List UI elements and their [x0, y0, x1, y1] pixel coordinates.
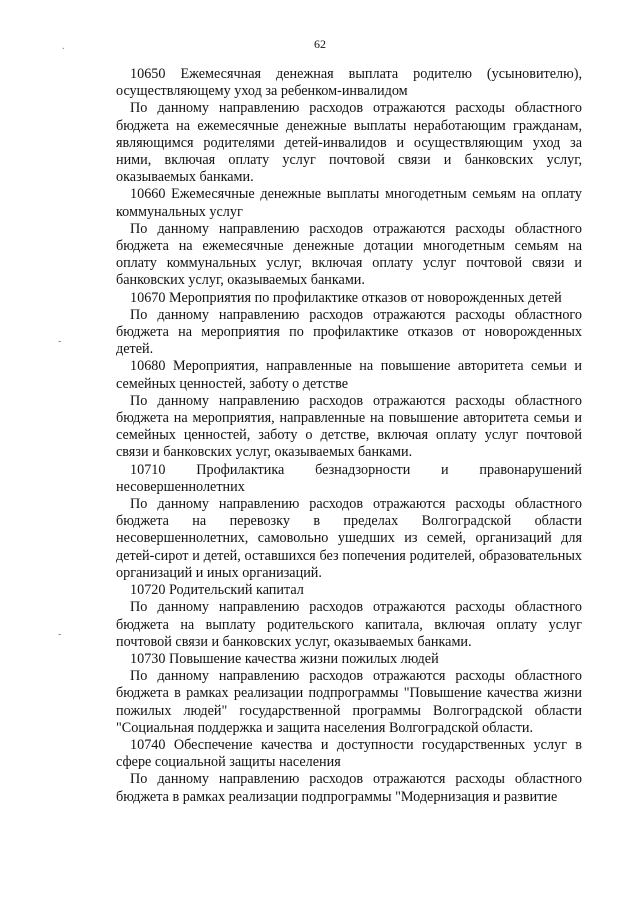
- section-text: По данному направлению расходов отражаются расходы областного бюджета на выплату родительского капитала, включая оплату услуг почтовой связи и банковских услуг, оказываемых банками.: [116, 599, 582, 650]
- section-heading: 10720 Родительский капитал: [130, 582, 304, 599]
- page-number: 62: [314, 37, 326, 51]
- section-text: По данному направлению расходов отражаются расходы областного бюджета на перевозку в пределах Волгоградской области несовершеннолетних, самовольно ушедших из семей, организаций для детей-сирот и детей, оставшихся без попечения родителей, образовательных организаций и иных организаций.: [116, 496, 582, 581]
- document-body: [116, 66, 582, 806]
- section-text: По данному направлению расходов отражаются расходы областного бюджета на мероприятия по профилактике отказов от новорожденных детей.: [116, 306, 582, 358]
- section-text: По данному направлению расходов отражаются расходы областного бюджета на ежемесячные денежные выплаты неработающим гражданам, являющимся родителями детей-инвалидов и осуществляющим уход за ними, включая оплату услуг почтовой связи и банковских услуг, оказываемых банками.: [116, 100, 582, 186]
- section-heading: 10680 Мероприятия, направленные на повышение авторитета семьи и семейных ценностей, заботу о детстве: [116, 358, 582, 392]
- section-heading: 10660 Ежемесячные денежные выплаты многодетным семьям на оплату коммунальных услуг: [116, 186, 582, 220]
- section-heading: 10710 Профилактика безнадзорности и правонарушений несовершеннолетних: [116, 461, 582, 495]
- scan-mark: -: [58, 336, 62, 347]
- section-text: По данному направлению расходов отражаются расходы областного бюджета в рамках реализации подпрограммы "Модернизация и развитие: [116, 771, 582, 805]
- scan-mark: -: [58, 629, 62, 640]
- section-heading: 10730 Повышение качества жизни пожилых людей: [130, 650, 439, 667]
- section-text: По данному направлению расходов отражаются расходы областного бюджета на мероприятия, направленные на повышение авторитета семьи и семейных ценностей, заботу о детстве, включая оплату услуг почтовой связи и банковских услуг, оказываемых банками.: [116, 392, 582, 461]
- section-heading: 10650 Ежемесячная денежная выплата родителю (усыновителю), осуществляющему уход за ребенком-инвалидом: [116, 66, 582, 100]
- section-text: По данному направлению расходов отражаются расходы областного бюджета в рамках реализации подпрограммы "Повышение качества жизни пожилых людей" государственной программы Волгоградской области "Социальная поддержка и защита населения Волгоградской области.: [116, 668, 582, 736]
- section-text: По данному направлению расходов отражаются расходы областного бюджета на ежемесячные денежные дотации многодетным семьям на оплату коммунальных услуг, включая оплату услуг почтовой связи и банковских услуг, оказываемых банками.: [116, 220, 582, 289]
- scan-mark: .: [62, 41, 65, 52]
- section-heading: 10670 Мероприятия по профилактике отказов от новорожденных детей: [130, 289, 562, 306]
- section-heading: 10740 Обеспечение качества и доступности государственных услуг в сфере социальной защиты населения: [116, 736, 582, 771]
